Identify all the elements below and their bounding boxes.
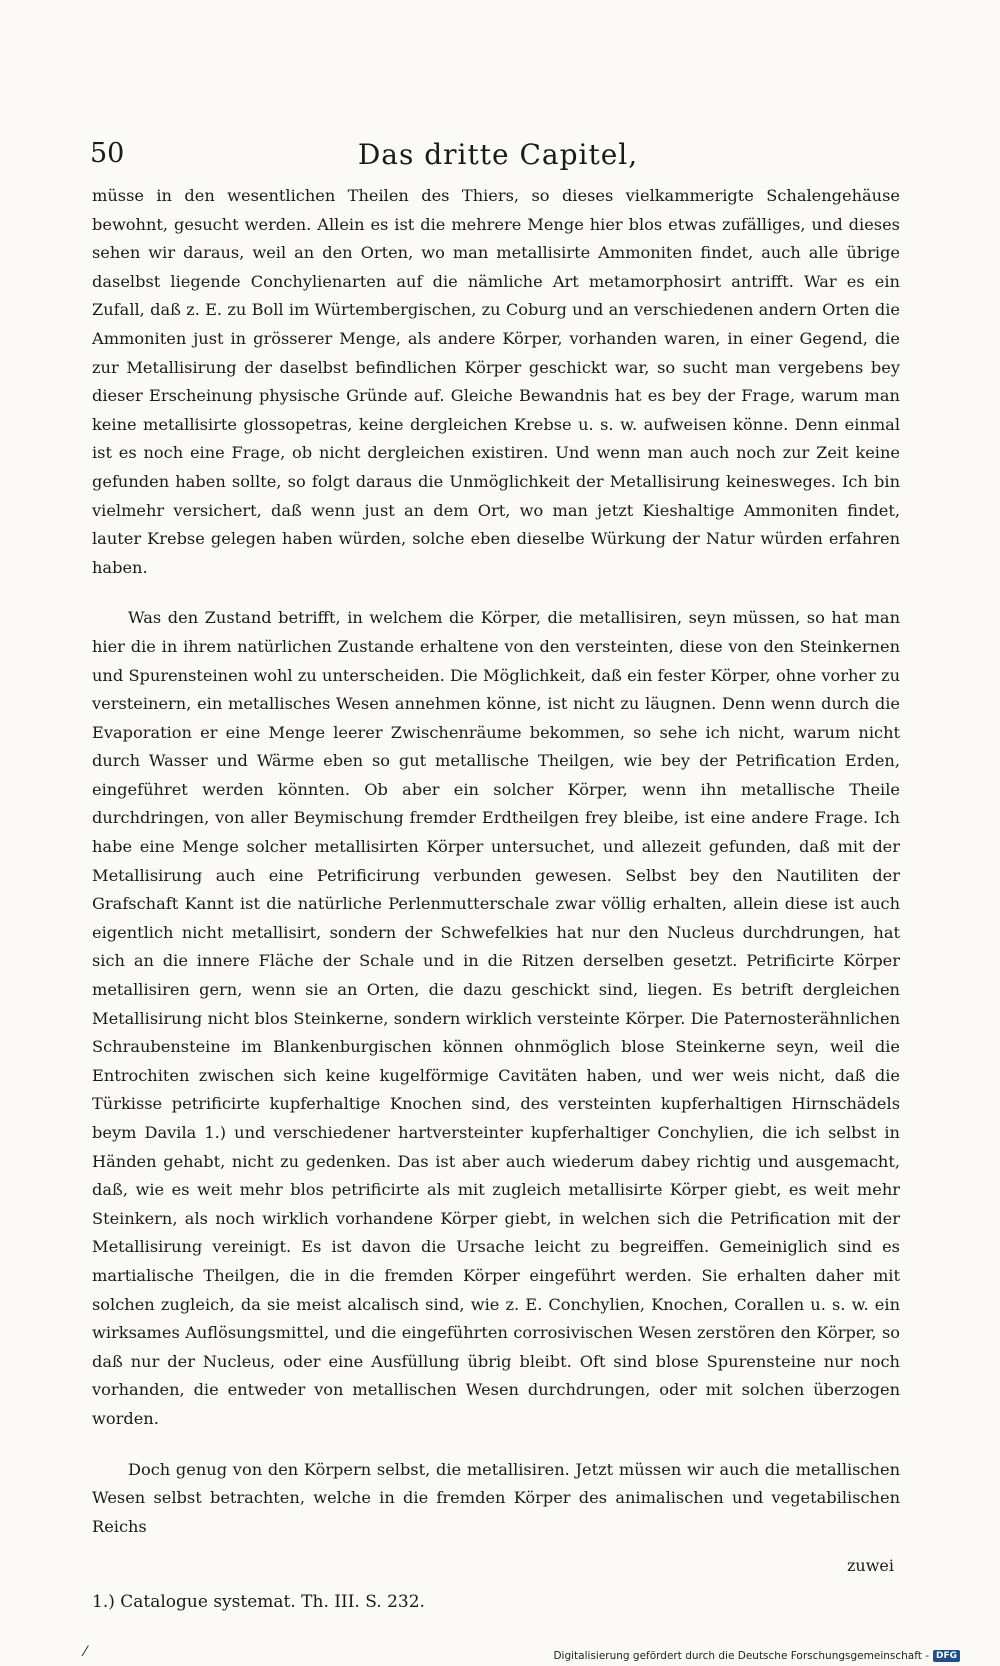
catchword: zuwei <box>846 1556 894 1575</box>
body-text <box>92 182 900 1541</box>
paragraph-2: Was den Zustand betrifft, in welchem die Körper, die metallisiren, seyn müssen, so hat man hier die in ihrem natürlichen Zustande erhaltene von den versteinten, diese von den Steinkernen und Spurensteinen wohl zu unterscheiden. Die Möglichkeit, daß ein fester Körper, ohne vorher zu versteinern, ein metallisches Wesen annehmen könne, ist nicht zu läugnen. Denn wenn durch die Evaporation er eine Menge leerer Zwischenräume bekommen, so sehe ich nicht, warum nicht durch Wasser und Wärme eben so gut metallische Theilgen, wie bey der Petrification Erden, eingeführet werden könnten. Ob aber ein solcher Körper, wenn ihn metallische Theile durchdringen, von aller Beymischung fremder Erdtheilgen frey bleibe, ist eine andere Frage. Ich habe eine Menge solcher metallisirten Körper untersuchet, und allezeit gefunden, daß mit der Metallisirung auch eine Petrificirung verbunden gewesen. Selbst bey den Nautiliten der Grafschaft Kannt ist die natürliche Perlenmutterschale zwar völlig erhalten, allein diese ist auch eigentlich nicht metallisirt, sondern der Schwefelkies hat nur den Nucleus durchdrungen, hat sich an die innere Fläche der Schale und in die Ritzen derselben gesetzt. Petrificirte Körper metallisiren gern, wenn sie an Orten, die dazu geschickt sind, liegen. Es betrift dergleichen Metallisirung nicht blos Steinkerne, sondern wirklich versteinte Körper. Die Paternosterähnlichen Schraubensteine im Blankenburgischen können ohnmöglich blose Steinkerne seyn, weil die Entrochiten zwischen sich keine kugelförmige Cavitäten haben, und wer weis nicht, daß die Türkisse petrificirte kupferhaltige Knochen sind, des versteinten kupferhaltigen Hirnschädels beym Davila 1.) und verschiedener hartversteinter kupferhaltiger Conchylien, die ich selbst in Händen gehabt, nicht zu gedenken. Das ist aber auch wiederum dabey richtig und ausgemacht, daß, wie es weit mehr blos petrificirte als mit zugleich metallisirte Körper giebt, es weit mehr Steinkern, als noch wirklich vorhandene Körper giebt, in welchen sich die Petrification mit der Metallisirung vereinigt. Es ist davon die Ursache leicht zu begreiffen. Gemeiniglich sind es martialische Theilgen, die in die fremden Körper eingeführt werden. Sie erhalten daher mit solchen zugleich, da sie meist alcalisch sind, wie z. E. Conchylien, Knochen, Corallen u. s. w. ein wirksames Auflösungsmittel, und die eingeführten corrosivischen Wesen zerstören den Körper, so daß nur der Nucleus, oder eine Ausfüllung übrig bleibt. Oft sind blose Spurensteine nur noch vorhanden, die entweder von metallischen Wesen durchdrungen, oder mit solchen überzogen worden. <box>92 608 900 1428</box>
running-head: Das dritte Capitel, <box>357 138 639 171</box>
funding-text: Digitalisierung gefördert durch die Deutsche Forschungsgemeinschaft - <box>553 1650 929 1662</box>
page-number: 50 <box>90 138 125 169</box>
margin-mark: ⁄ <box>84 1644 87 1660</box>
footnote: 1.) Catalogue systemat. Th. III. S. 232. <box>92 1592 425 1612</box>
paragraph-1: müsse in den wesentlichen Theilen des Thiers, so dieses vielkammerigte Schalengehäuse bewohnt, gesucht werden. Allein es ist die mehrere Menge hier blos etwas zufälliges, und dieses sehen wir daraus, weil an den Orten, wo man metallisirte Ammoniten findet, auch alle übrige daselbst liegende Conchylienarten auf die nämliche Art metamorphosirt antrifft. War es ein Zufall, daß z. E. zu Boll im Würtembergischen, zu Coburg und an verschiedenen andern Orten die Ammoniten just in grösserer Menge, als andere Körper, vorhanden waren, in einer Gegend, die zur Metallisirung der daselbst befindlichen Körper geschickt war, so sucht man vergebens bey dieser Erscheinung physische Gründe auf. Gleiche Bewandnis hat es bey der Frage, warum man keine metallisirte glossopetras, keine dergleichen Krebse u. s. w. aufweisen könne. Denn einmal ist es noch eine Frage, ob nicht dergleichen existiren. Und wenn man auch noch zur Zeit keine gefunden haben sollte, so folgt daraus die Unmöglichkeit der Metallisirung keinesweges. Ich bin vielmehr versichert, daß wenn just an dem Ort, wo man jetzt Kieshaltige Ammoniten findet, lauter Krebse gelegen haben würden, solche eben dieselbe Würkung der Natur würden erfahren haben. <box>92 186 900 577</box>
funding-note <box>553 1650 960 1662</box>
page-header <box>88 138 908 178</box>
dfg-logo: DFG <box>933 1650 960 1662</box>
paragraph-3: Doch genug von den Körpern selbst, die metallisiren. Jetzt müssen wir auch die metallischen Wesen selbst betrachten, welche in die fremden Körper des animalischen und vegetabilischen Reichs <box>92 1459 900 1536</box>
